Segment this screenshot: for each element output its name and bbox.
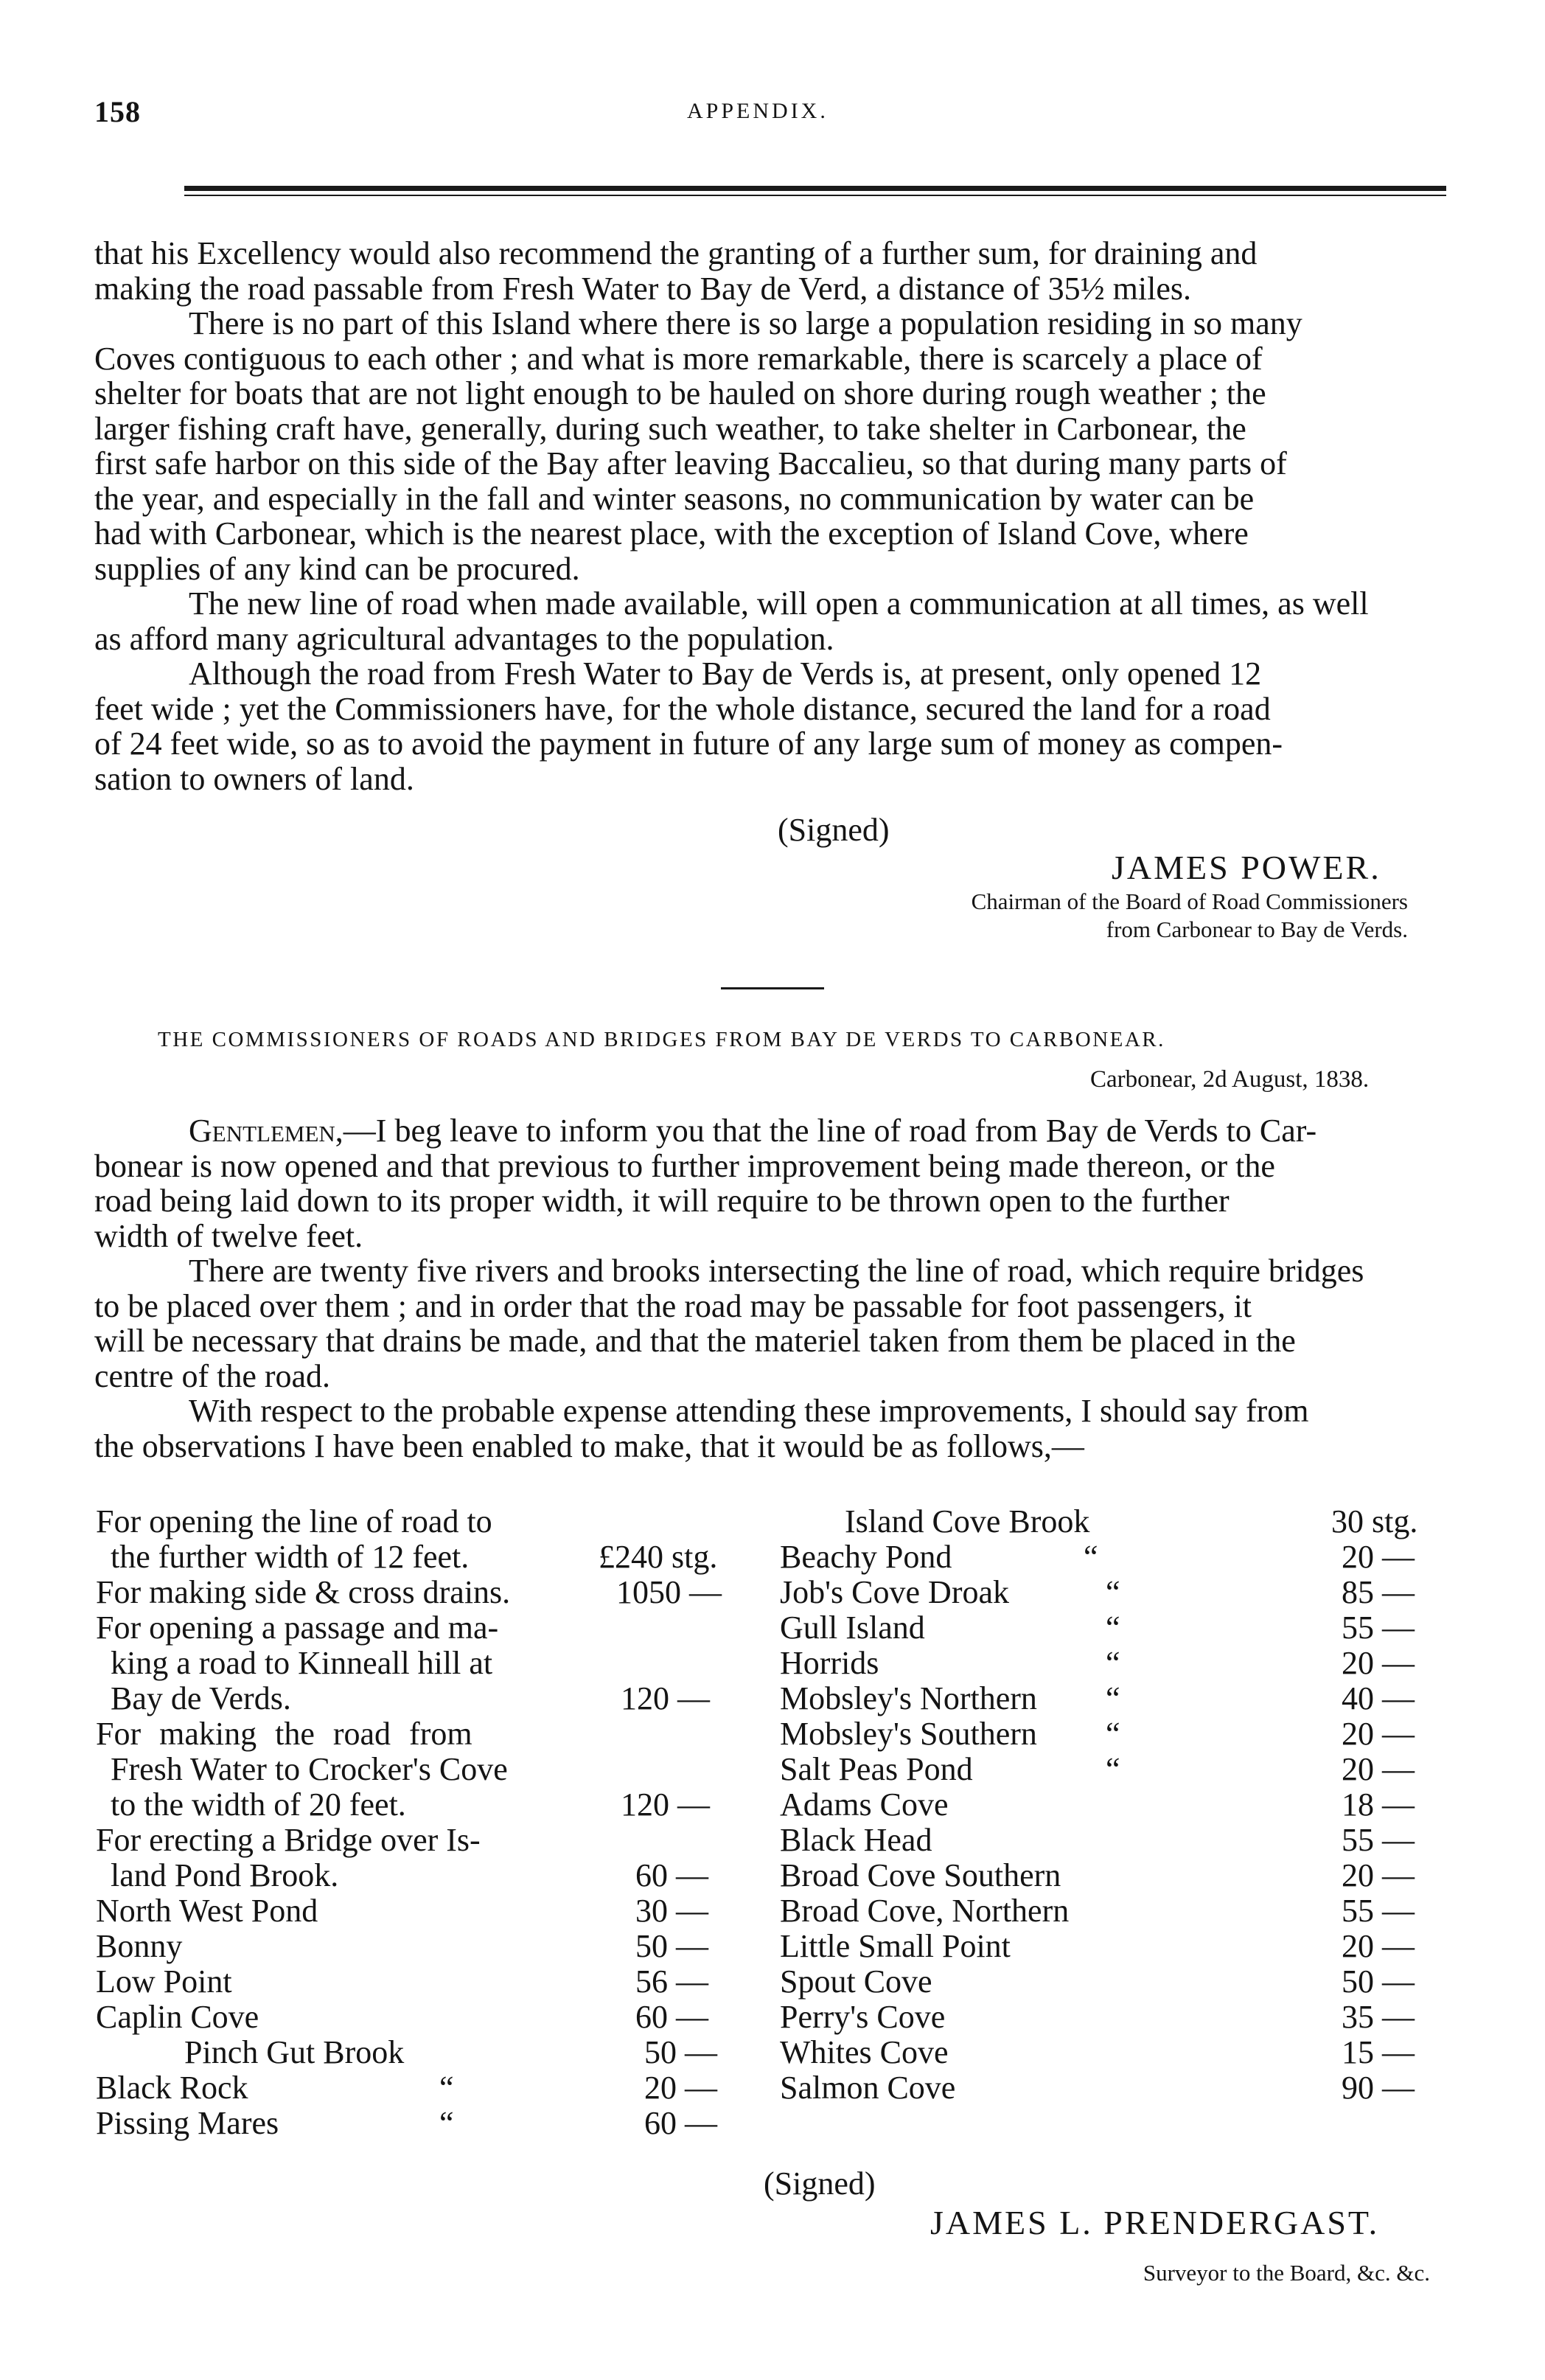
ledger-item: For erecting a Bridge over Is- <box>96 1822 481 1858</box>
body-line: feet wide ; yet the Commissioners have, for the whole distance, secured the land for a road <box>94 690 1271 727</box>
letter-address: THE COMMISSIONERS OF ROADS AND BRIDGES FROM BAY DE VERDS TO CARBONEAR. <box>158 1028 1165 1051</box>
letter2-body <box>94 1113 1451 1464</box>
ledger-item: Spout Cove <box>780 1963 932 2000</box>
body-line: will be necessary that drains be made, and that the materiel taken from them be placed in the <box>94 1323 1296 1359</box>
signer-name: JAMES POWER. <box>1112 849 1381 886</box>
ledger-item: Horrids <box>780 1645 879 1681</box>
ledger-item: Job's Cove Droak <box>780 1574 1010 1610</box>
body-line: With respect to the probable expense attending these improvements, I should say from <box>189 1393 1309 1429</box>
ledger-item: Bay de Verds. <box>111 1680 291 1716</box>
body-line: supplies of any kind can be procured. <box>94 550 580 587</box>
running-title: APPENDIX. <box>687 99 829 123</box>
section-divider <box>721 987 824 989</box>
ledger-item: Mobsley's Southern <box>780 1716 1037 1752</box>
ditto-mark: “ <box>1106 1610 1120 1646</box>
ledger-item: Perry's Cove <box>780 1999 946 2035</box>
ledger-item: For opening the line of road to <box>96 1503 492 1539</box>
signer-title: Surveyor to the Board, &c. &c. <box>1143 2260 1430 2286</box>
ditto-mark: “ <box>1084 1539 1098 1575</box>
ledger-item: king a road to Kinneall hill at <box>111 1645 493 1681</box>
ledger-amount: 120 — <box>621 1680 710 1716</box>
ledger-item: Island Cove Brook <box>845 1503 1090 1539</box>
ledger-item: Broad Cove Southern <box>780 1857 1061 1893</box>
ditto-mark: “ <box>1106 1751 1120 1787</box>
ledger-amount: 40 — <box>1342 1680 1415 1716</box>
ditto-mark: “ <box>1106 1680 1120 1716</box>
ledger-item: Low Point <box>96 1963 232 2000</box>
ledger-item: Black Rock <box>96 2070 248 2106</box>
ledger-item: land Pond Brook. <box>111 1857 339 1893</box>
body-line: larger fishing craft have, generally, during such weather, to take shelter in Carbonear, the <box>94 410 1246 447</box>
ledger-amount: 20 — <box>1342 1716 1415 1752</box>
page-number: 158 <box>94 95 141 128</box>
ledger-item: For opening a passage and ma- <box>96 1610 499 1646</box>
ledger-item: Salt Peas Pond <box>780 1751 973 1787</box>
letter1-body <box>94 236 1451 796</box>
ledger-item: Little Small Point <box>780 1928 1011 1964</box>
body-line: first safe harbor on this side of the Bay after leaving Baccalieu, so that during many parts of <box>94 445 1287 481</box>
dateline: Carbonear, 2d August, 1838. <box>1090 1066 1370 1093</box>
ledger-amount: 55 — <box>1342 1893 1415 1929</box>
ledger-amount: 60 — <box>635 1999 708 2035</box>
body-line: the year, and especially in the fall and winter seasons, no communication by water can be <box>94 480 1255 517</box>
ledger-item: For making side & cross drains. <box>96 1574 511 1610</box>
ditto-mark: “ <box>1106 1645 1120 1681</box>
ledger-amount: 20 — <box>644 2070 717 2106</box>
ditto-mark: “ <box>1106 1574 1120 1610</box>
ledger-amount: 18 — <box>1342 1786 1415 1823</box>
ledger-item: For making the road from <box>96 1716 472 1752</box>
ledger-amount: 56 — <box>635 1963 708 2000</box>
ledger-amount: 20 — <box>1342 1751 1415 1787</box>
body-line: centre of the road. <box>94 1357 331 1394</box>
ledger-amount: £240 stg. <box>599 1539 718 1575</box>
salutation: Gentlemen, <box>189 1113 343 1149</box>
header-rule <box>184 186 1446 191</box>
signed-label: (Signed) <box>764 2165 876 2202</box>
signer-name: JAMES L. PRENDERGAST. <box>930 2204 1380 2241</box>
ledger-amount: 50 — <box>635 1928 708 1964</box>
ledger-amount: 30 stg. <box>1331 1503 1418 1539</box>
ledger-item: Broad Cove, Northern <box>780 1893 1070 1929</box>
ledger-amount: 60 — <box>635 1857 708 1893</box>
ledger-amount: 50 — <box>644 2034 717 2070</box>
ledger-item: North West Pond <box>96 1893 318 1929</box>
ledger-item: Pissing Mares <box>96 2105 279 2141</box>
body-line: that his Excellency would also recommend the granting of a further sum, for draining and <box>94 235 1258 271</box>
ledger-amount: 20 — <box>1342 1539 1415 1575</box>
body-line: Coves contiguous to each other ; and what is more remarkable, there is scarcely a place of <box>94 340 1263 377</box>
body-line: as afford many agricultural advantages to the population. <box>94 620 834 657</box>
body-line: There are twenty five rivers and brooks intersecting the line of road, which require bridges <box>189 1253 1364 1289</box>
ledger-item: Whites Cove <box>780 2034 949 2070</box>
ledger-amount: 60 — <box>644 2105 717 2141</box>
body-line: to be placed over them ; and in order that the road may be passable for foot passengers, it <box>94 1287 1252 1324</box>
body-line: road being laid down to its proper width, it will require to be thrown open to the further <box>94 1183 1230 1219</box>
ledger-item: to the width of 20 feet. <box>111 1786 406 1823</box>
ledger-amount: 20 — <box>1342 1857 1415 1893</box>
body-line: making the road passable from Fresh Water to Bay de Verd, a distance of 35½ miles. <box>94 270 1192 307</box>
body-line: The new line of road when made available, will open a communication at all times, as well <box>189 585 1369 622</box>
body-line: of 24 feet wide, so as to avoid the payment in future of any large sum of money as compen- <box>94 726 1283 762</box>
ledger-item: Salmon Cove <box>780 2070 956 2106</box>
body-line: sation to owners of land. <box>94 760 414 797</box>
ledger-amount: 120 — <box>621 1786 710 1823</box>
ditto-mark: “ <box>1106 1716 1120 1752</box>
ledger-item: Black Head <box>780 1822 932 1858</box>
ledger-item: Bonny <box>96 1928 183 1964</box>
ditto-mark: “ <box>439 2105 454 2141</box>
ledger-item: Gull Island <box>780 1610 925 1646</box>
ledger-amount: 35 — <box>1342 1999 1415 2035</box>
ledger-item: the further width of 12 feet. <box>111 1539 470 1575</box>
ledger-amount: 55 — <box>1342 1610 1415 1646</box>
body-line: the observations I have been enabled to make, that it would be as follows,— <box>94 1427 1084 1464</box>
body-line: width of twelve feet. <box>94 1217 363 1254</box>
ledger-amount: 50 — <box>1342 1963 1415 2000</box>
ledger-item: Pinch Gut Brook <box>184 2034 405 2070</box>
ledger-amount: 20 — <box>1342 1645 1415 1681</box>
ledger-amount: 55 — <box>1342 1822 1415 1858</box>
ledger-amount: 15 — <box>1342 2034 1415 2070</box>
ledger-amount: 85 — <box>1342 1574 1415 1610</box>
body-line: had with Carbonear, which is the nearest place, with the exception of Island Cove, where <box>94 515 1249 551</box>
body-line: shelter for boats that are not light enough to be hauled on shore during rough weather ; the <box>94 375 1266 411</box>
body-line: There is no part of this Island where there is so large a population residing in so many <box>189 305 1302 341</box>
ledger-item: Beachy Pond <box>780 1539 952 1575</box>
ledger-item: Mobsley's Northern <box>780 1680 1037 1716</box>
body-line: Gentlemen,—I beg leave to inform you that the line of road from Bay de Verds to Car- <box>189 1113 1317 1149</box>
ledger-amount: 90 — <box>1342 2070 1415 2106</box>
ledger-item: Adams Cove <box>780 1786 949 1823</box>
body-line: bonear is now opened and that previous to further improvement being made thereon, or the <box>94 1147 1275 1184</box>
ledger-item: Fresh Water to Crocker's Cove <box>111 1751 508 1787</box>
header-rule-thin <box>184 195 1446 196</box>
ditto-mark: “ <box>439 2070 454 2106</box>
signed-label: (Signed) <box>778 812 890 848</box>
body-line: Although the road from Fresh Water to Bay de Verds is, at present, only opened 12 <box>189 655 1262 692</box>
ledger-amount: 20 — <box>1342 1928 1415 1964</box>
ledger-amount: 1050 — <box>616 1574 722 1610</box>
ledger-amount: 30 — <box>635 1893 708 1929</box>
ledger-item: Caplin Cove <box>96 1999 259 2035</box>
signer-title: Chairman of the Board of Road Commissioners from Carbonear to Bay de Verds. <box>971 888 1408 942</box>
